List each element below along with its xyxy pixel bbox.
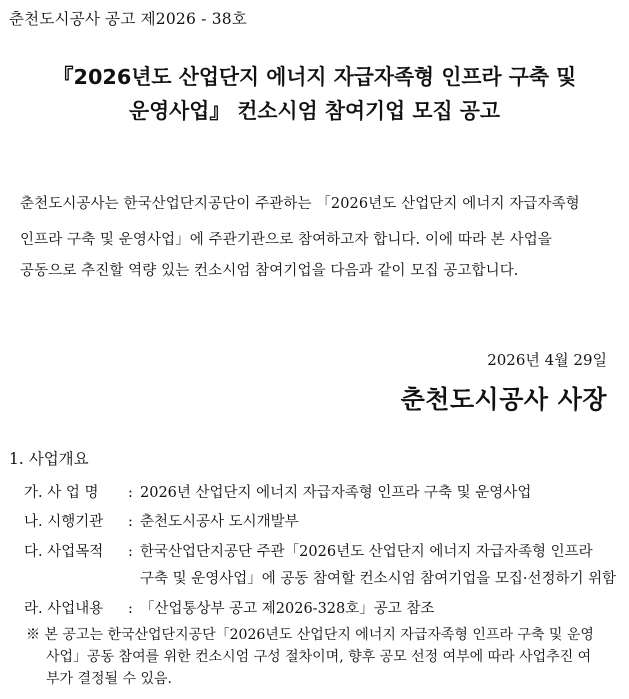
document-title-line-1: 『2026년도 산업단지 에너지 자급자족형 인프라 구축 및: [52, 65, 577, 89]
item-value: 2026년 산업단지 에너지 자급자족형 인프라 구축 및 운영사업: [140, 485, 532, 501]
item-label: 다. 사업목적: [24, 544, 104, 560]
item-value-continuation: 구축 및 운영사업」에 공동 참여할 컨소시엄 참여기업을 모집·선정하기 위함: [140, 571, 617, 587]
overview-item: [24, 597, 434, 618]
note-line: ※ 본 공고는 한국산업단지공단「2026년도 산업단지 에너지 자급자족형 인프라 구축 및 운영: [26, 627, 594, 643]
item-label: 나. 시행기관: [24, 514, 104, 530]
item-value: 춘천도시공사 도시개발부: [140, 514, 299, 530]
overview-item: [24, 510, 299, 531]
signer-title: 춘천도시공사 사장: [400, 385, 607, 414]
announcement-date: 2026년 4월 29일: [487, 351, 607, 369]
intro-line: 춘천도시공사는 한국산업단지공단이 주관하는 「2026년도 산업단지 에너지 자급자족형: [20, 196, 580, 212]
item-label: 라. 사업내용: [24, 601, 104, 617]
overview-item: [24, 481, 531, 502]
intro-line: 공동으로 추진할 역량 있는 컨소시엄 참여기업을 다음과 같이 모집 공고합니다.: [20, 263, 519, 279]
item-colon: :: [128, 485, 133, 501]
item-value: 「산업통상부 공고 제2026-328호」공고 참조: [140, 601, 435, 617]
section-heading: 1. 사업개요: [9, 450, 89, 468]
document-title-line-2: 운영사업』 컨소시엄 참여기업 모집 공고: [129, 99, 500, 123]
item-label: 가. 사 업 명: [24, 485, 99, 501]
item-value: 한국산업단지공단 주관「2026년도 산업단지 에너지 자급자족형 인프라: [140, 544, 593, 560]
note-line: 사업」공동 참여를 위한 컨소시엄 구성 절차이며, 향후 공모 선정 여부에 따라 사업추진 여: [46, 649, 592, 665]
item-colon: :: [128, 544, 133, 560]
item-colon: :: [128, 514, 133, 530]
intro-line: 인프라 구축 및 운영사업」에 주관기관으로 참여하고자 합니다. 이에 따라 본 사업을: [20, 232, 552, 248]
overview-item: [24, 540, 593, 561]
document-number: 춘천도시공사 공고 제2026 - 38호: [9, 10, 248, 28]
note-line: 부가 결정될 수 있음.: [46, 671, 172, 687]
item-colon: :: [128, 601, 133, 617]
